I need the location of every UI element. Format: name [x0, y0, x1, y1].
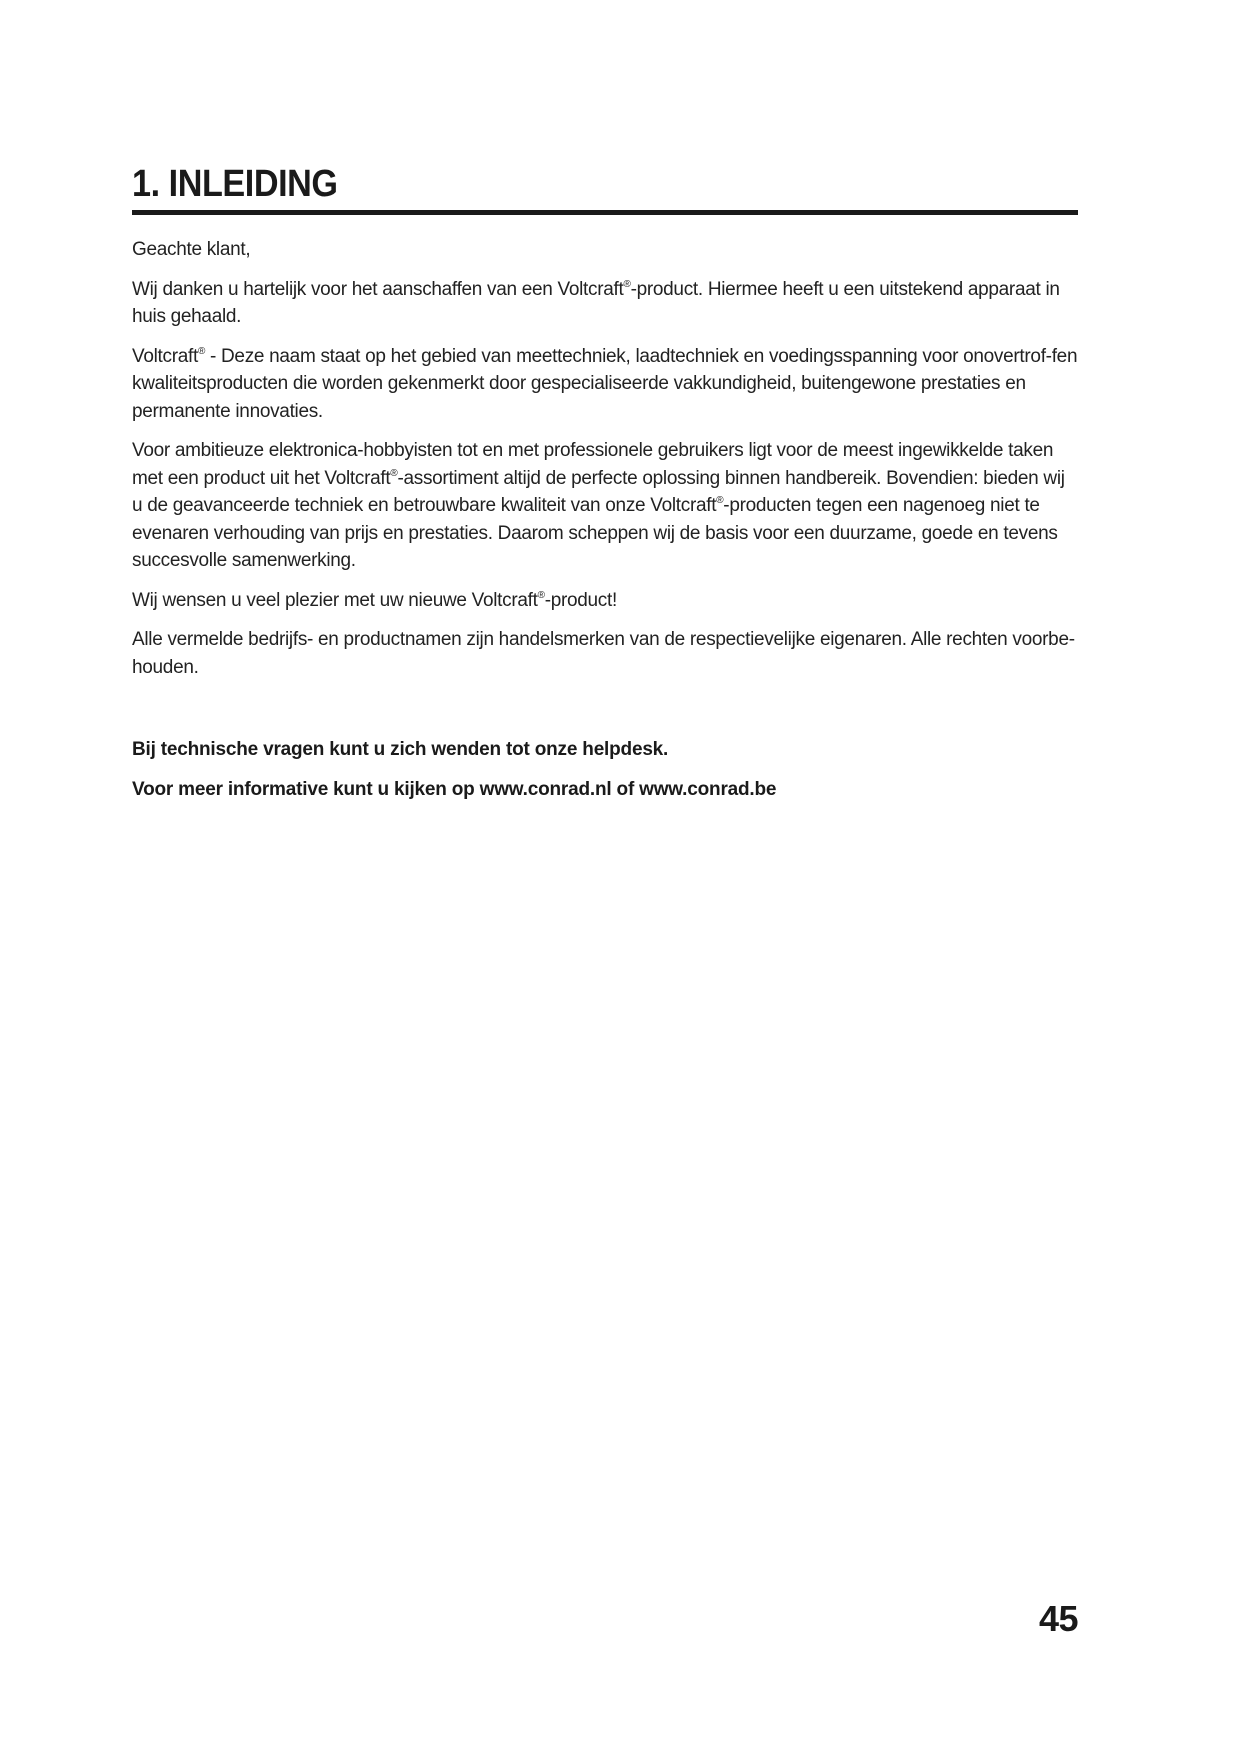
intro-body: [132, 236, 1078, 693]
document-page: [132, 0, 1078, 1754]
audience-paragraph: [132, 437, 1078, 575]
brand-text-part-1: Voltcraft: [132, 345, 198, 367]
websites-line: Voor meer informative kunt u kijken op www.conrad.nl of www.conrad.be: [132, 779, 777, 800]
wish-paragraph: [132, 587, 1078, 615]
audience-text-part-3: -producten tegen een nagenoeg niet te evenaren verhouding van prijs en prestaties. Daarom scheppen wij de basis voor een duurzame, goede en tevens succesvolle samenwerking.: [132, 495, 1058, 571]
registered-mark: ®: [716, 495, 724, 506]
brand-text-part-2: - Deze naam staat op het gebied van meettechniek, laadtechniek en voedingsspanning voor onovertrof-fen kwaliteitsproducten die worden gekenmerkt door gespecialiseerde vakkundigheid, buitengewone prestaties en permanente innovaties.: [132, 345, 1078, 422]
thanks-text-part-1: Wij danken u hartelijk voor het aanschaffen van een Voltcraft: [132, 278, 624, 300]
registered-mark: ®: [537, 589, 545, 601]
heading-underline: [132, 210, 1078, 215]
registered-mark: ®: [197, 345, 206, 357]
brand-paragraph: [132, 343, 1078, 426]
section-heading: 1. INLEIDING: [132, 163, 338, 205]
thanks-paragraph: [132, 276, 1078, 331]
registered-mark: ®: [390, 467, 398, 479]
helpdesk-line: Bij technische vragen kunt u zich wenden tot onze helpdesk.: [132, 739, 669, 760]
page-number: 45: [1038, 1598, 1078, 1639]
contact-info: [132, 736, 1078, 816]
trademark-paragraph: Alle vermelde bedrijfs- en productnamen zijn handelsmerken van de respectievelijke eigenaren. Alle rechten voorbe-houden.: [132, 629, 1075, 678]
registered-mark: ®: [623, 278, 631, 290]
wish-text-part-1: Wij wensen u veel plezier met uw nieuwe Voltcraft: [132, 589, 538, 611]
thanks-text-part-2: -product. Hiermee heeft u een uitstekend apparaat in huis gehaald.: [132, 278, 1060, 327]
audience-text-part-1: Voor ambitieuze elektronica-hobbyisten tot en met professionele gebruikers ligt voor de meest ingewikkelde taken met een product uit het Voltcraft: [132, 440, 1054, 489]
wish-text-part-2: -product!: [544, 589, 617, 611]
greeting-paragraph: Geachte klant,: [132, 239, 251, 260]
audience-text-part-2: -assortiment altijd de perfecte oplossing binnen handbereik. Bovendien: bieden wij u de geavanceerde techniek en betrouwbare kwaliteit van onze Voltcraft: [132, 467, 1065, 516]
